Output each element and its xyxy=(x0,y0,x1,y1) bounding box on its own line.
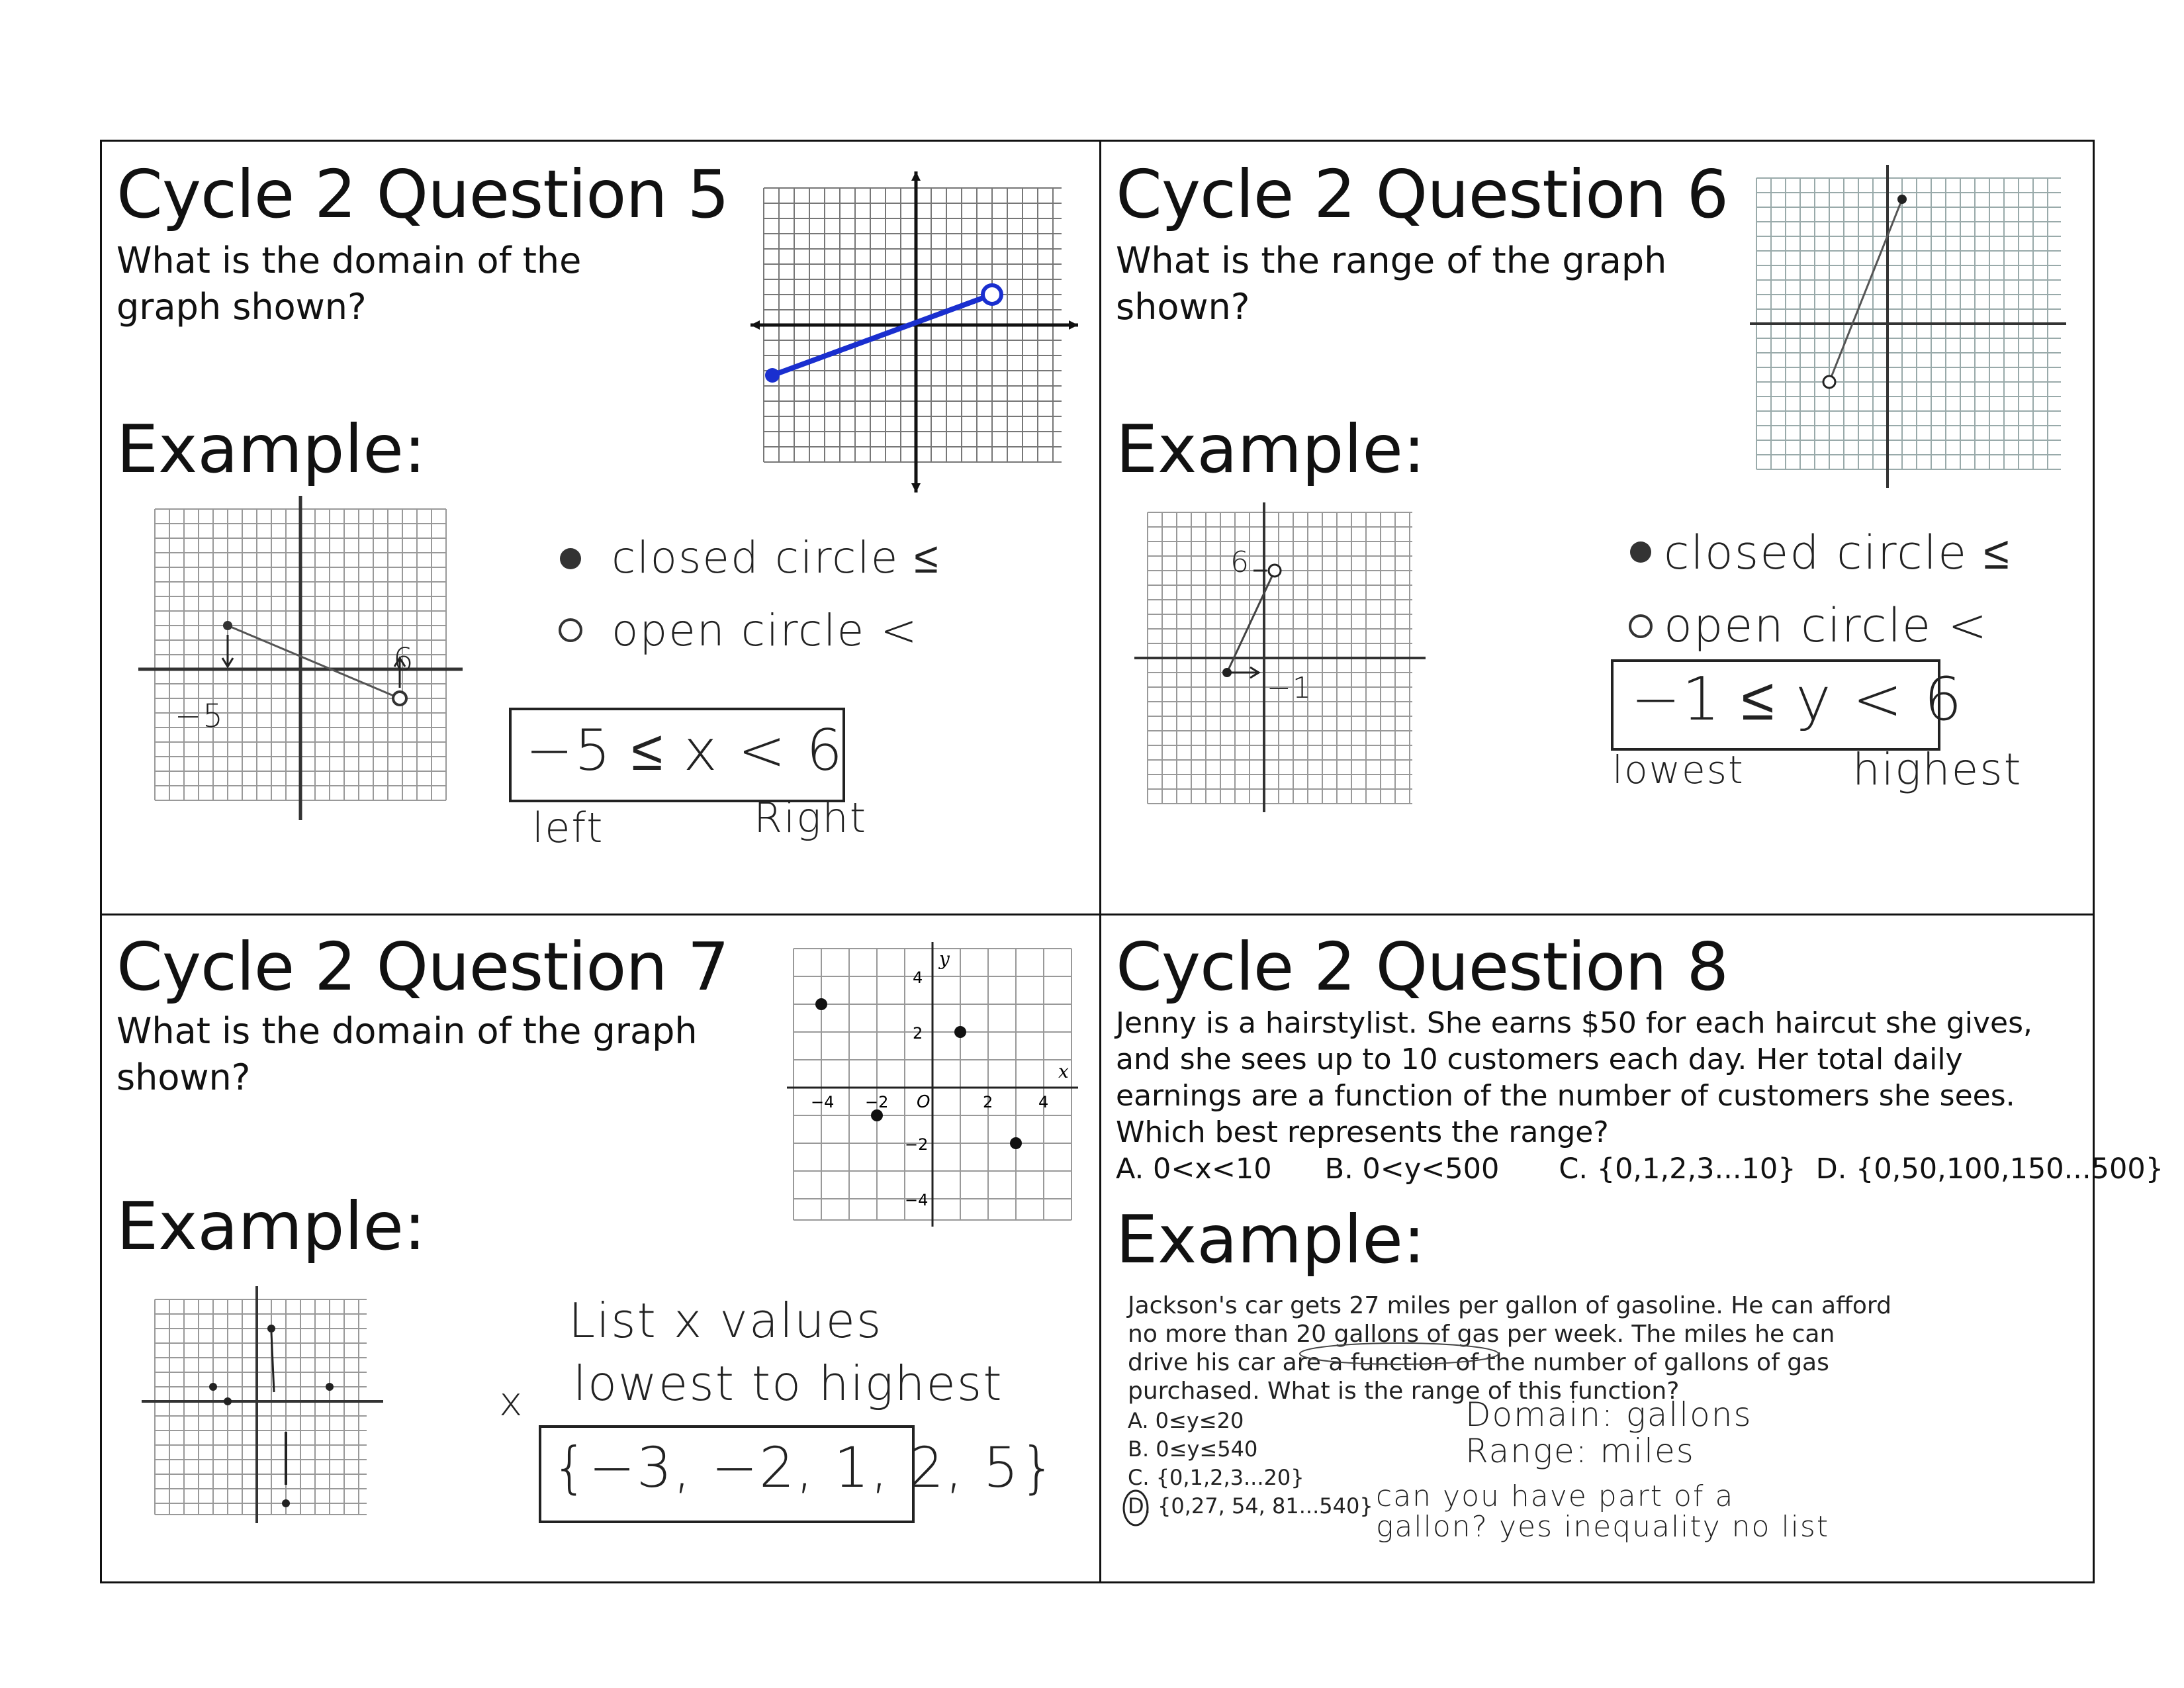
q5-closed-point xyxy=(765,368,780,383)
q8-note-q2: gallon? yes inequality no list xyxy=(1376,1510,1830,1544)
q8-choice-a[interactable]: A. 0<x<10 xyxy=(1116,1152,1272,1186)
worksheet-grid xyxy=(100,140,2164,1583)
q7-tick-x0: −4 xyxy=(811,1093,835,1111)
q5-question: What is the domain of the graph shown? xyxy=(116,240,582,328)
q5-right-label: Right xyxy=(754,794,868,842)
q5-example-graph xyxy=(135,496,466,827)
q7-tick-x1: −2 xyxy=(865,1093,889,1111)
q6-mark-top: 6 xyxy=(1230,545,1250,579)
q8-question-line3: earnings are a function of the number of customers she sees. xyxy=(1116,1079,2015,1113)
q6-low-label: lowest xyxy=(1612,747,1745,792)
q7-tick-x2: O xyxy=(917,1092,931,1112)
q8-underline-marks xyxy=(1300,1339,1498,1366)
q7-title: Cycle 2 Question 7 xyxy=(116,928,729,1006)
q5-cell xyxy=(102,142,1099,914)
q8-choice-c[interactable]: C. {0,1,2,3...10} xyxy=(1559,1152,1796,1186)
q8-note-q1: can you have part of a xyxy=(1376,1479,1735,1513)
q6-example-graph xyxy=(1134,502,1426,814)
q5-mark-left: −5 xyxy=(175,698,224,735)
q7-question: What is the domain of the graph shown? xyxy=(116,1010,698,1098)
q5-mark-right: 6 xyxy=(393,641,415,679)
q8-example-choice-b: B. 0≤y≤540 xyxy=(1128,1436,1258,1462)
q7-x-mark: x xyxy=(499,1379,524,1425)
q7-tick-x4: 4 xyxy=(1038,1093,1049,1111)
q6-cell xyxy=(1101,142,2097,914)
q6-example-label: Example: xyxy=(1116,410,1426,488)
q8-note-range: Range: miles xyxy=(1465,1432,1695,1470)
q8-choice-d[interactable]: D. {0,50,100,150...500} xyxy=(1815,1152,2164,1186)
q8-question-line1: Jenny is a hairstylist. She earns $50 for each haircut she gives, xyxy=(1116,1006,2033,1040)
q5-open-point xyxy=(983,285,1001,304)
q7-tick-y3: −4 xyxy=(905,1191,929,1209)
q5-example-label: Example: xyxy=(116,410,426,488)
closed-circle-icon xyxy=(557,545,584,572)
q8-example-line4: purchased. What is the range of this function? xyxy=(1128,1378,1680,1405)
q8-question-line2: and she sees up to 10 customers each day. Her total daily xyxy=(1116,1043,1963,1076)
q7-example-label: Example: xyxy=(116,1188,426,1265)
q8-example-choice-a: A. 0≤y≤20 xyxy=(1128,1408,1244,1433)
q5-answer: −5 ≤ x < 6 xyxy=(525,718,844,784)
q8-choices xyxy=(1116,1152,2184,1186)
q7-tick-y2: −2 xyxy=(905,1135,929,1154)
q6-legend-open: open circle < xyxy=(1664,598,1989,653)
q7-note-line1: List x values xyxy=(569,1293,883,1348)
q7-tick-y1: 2 xyxy=(913,1024,923,1043)
q7-tick-y0: 4 xyxy=(913,968,923,987)
q8-example-line2: no more than 20 gallons of gas per week. The miles he can xyxy=(1128,1321,1835,1348)
q8-example-line3: drive his car are a function of the number of gallons of gas xyxy=(1128,1349,1829,1376)
q7-axis-y: y xyxy=(939,948,950,970)
q6-title: Cycle 2 Question 6 xyxy=(1116,156,1729,233)
q7-tick-x3: 2 xyxy=(983,1093,993,1111)
q7-axis-x: x xyxy=(1058,1060,1069,1082)
q5-problem-graph xyxy=(751,162,1081,499)
open-circle-icon xyxy=(557,617,584,643)
q8-choice-b[interactable]: B. 0<y<500 xyxy=(1324,1152,1500,1186)
q7-note-line2: lowest to highest xyxy=(573,1356,1003,1411)
q5-legend-closed: closed circle ≤ xyxy=(612,532,940,583)
q7-example-graph xyxy=(142,1286,387,1524)
q8-example-label: Example: xyxy=(1116,1201,1426,1278)
q5-legend-open: open circle < xyxy=(612,605,919,656)
q6-problem-graph xyxy=(1750,165,2068,489)
q8-example-line1: Jackson's car gets 27 miles per gallon of gasoline. He can afford xyxy=(1128,1292,1891,1319)
q6-legend-closed: closed circle ≤ xyxy=(1664,526,2011,580)
closed-circle-icon xyxy=(1627,539,1654,565)
open-circle-icon xyxy=(1627,613,1654,639)
q7-answer: {−3, −2, 1, 2, 5} xyxy=(552,1435,1057,1500)
q8-title: Cycle 2 Question 8 xyxy=(1116,928,1729,1006)
q6-answer: −1 ≤ y < 6 xyxy=(1631,665,1964,734)
answer-circle-icon xyxy=(1121,1488,1154,1528)
q6-high-label: highest xyxy=(1852,744,2023,795)
q6-question: What is the range of the graph shown? xyxy=(1116,240,1667,328)
q8-note-domain: Domain: gallons xyxy=(1465,1395,1752,1434)
q7-problem-graph xyxy=(787,942,1078,1227)
q8-example-choice-d: D. {0,27, 54, 81...540} xyxy=(1128,1493,1373,1519)
q5-left-label: left xyxy=(532,804,604,852)
q5-title: Cycle 2 Question 5 xyxy=(116,156,729,233)
q8-example-choice-c: C. {0,1,2,3...20} xyxy=(1128,1465,1304,1490)
q7-cell xyxy=(102,915,1099,1585)
q6-mark-bottom: −1 xyxy=(1267,671,1312,705)
q8-cell xyxy=(1101,915,2164,1585)
q8-question-line4: Which best represents the range? xyxy=(1116,1115,1609,1149)
